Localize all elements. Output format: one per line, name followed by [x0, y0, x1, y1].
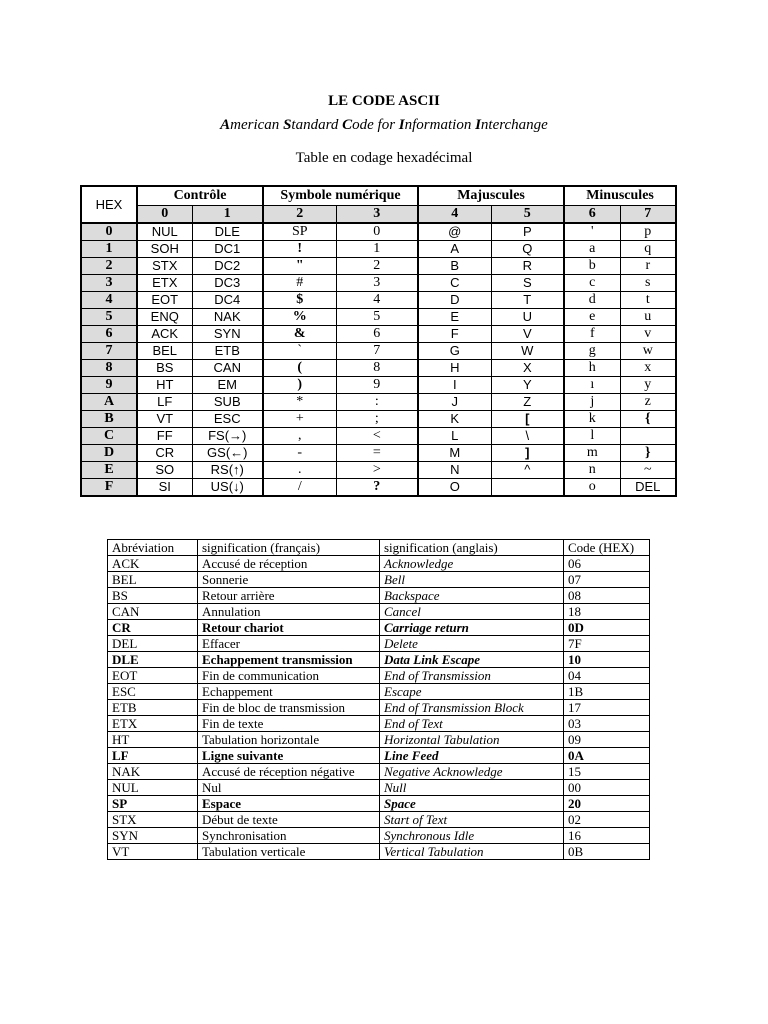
hex-code-cell: 0A: [564, 748, 650, 764]
ascii-table: [80, 185, 677, 497]
ascii-cell: r: [620, 258, 676, 275]
ascii-cell: [620, 428, 676, 445]
ascii-cell: !: [263, 241, 336, 258]
ascii-cell: C: [418, 275, 491, 292]
ascii-cell: -: [263, 445, 336, 462]
abbreviation-cell: VT: [108, 844, 198, 860]
table-caption: Table en codage hexadécimal: [295, 150, 473, 166]
column-number: 6: [564, 206, 620, 224]
subtitle-word-rest: nformation: [404, 117, 476, 133]
ascii-cell: L: [418, 428, 491, 445]
hex-code-cell: 10: [564, 652, 650, 668]
abbreviation-cell: SYN: [108, 828, 198, 844]
column-number-row: [81, 206, 676, 224]
ascii-row: [81, 275, 676, 292]
ascii-cell: =: [336, 445, 418, 462]
ascii-cell: DC4: [192, 292, 263, 309]
ascii-cell: %: [263, 309, 336, 326]
ascii-row: [81, 377, 676, 394]
ascii-cell: DC1: [192, 241, 263, 258]
ascii-cell: DEL: [620, 479, 676, 497]
ascii-cell: 2: [336, 258, 418, 275]
row-hex-digit: 4: [81, 292, 137, 309]
abbreviation-cell: CR: [108, 620, 198, 636]
ascii-cell: b: [564, 258, 620, 275]
ascii-row: [81, 343, 676, 360]
ascii-cell: SUB: [192, 394, 263, 411]
abbreviation-cell: BS: [108, 588, 198, 604]
abbreviation-cell: ETX: [108, 716, 198, 732]
ascii-cell: ETB: [192, 343, 263, 360]
row-hex-digit: 5: [81, 309, 137, 326]
header-meaning-french: signification (français): [198, 540, 380, 556]
abbreviation-row: [108, 828, 650, 844]
hex-code-cell: 02: [564, 812, 650, 828]
ascii-cell: l: [564, 428, 620, 445]
hex-code-cell: 18: [564, 604, 650, 620]
ascii-cell: @: [418, 223, 491, 241]
ascii-cell: q: [620, 241, 676, 258]
row-hex-digit: B: [81, 411, 137, 428]
ascii-cell: e: [564, 309, 620, 326]
ascii-cell: FF: [137, 428, 192, 445]
meaning-french-cell: Retour arrière: [198, 588, 380, 604]
ascii-cell: HT: [137, 377, 192, 394]
ascii-cell: ^: [491, 462, 564, 479]
meaning-english-cell: Vertical Tabulation: [380, 844, 564, 860]
ascii-cell: c: [564, 275, 620, 292]
ascii-cell: DLE: [192, 223, 263, 241]
ascii-cell: z: [620, 394, 676, 411]
meaning-french-cell: Ligne suivante: [198, 748, 380, 764]
abbreviation-row: [108, 796, 650, 812]
meaning-english-cell: Horizontal Tabulation: [380, 732, 564, 748]
ascii-cell: 6: [336, 326, 418, 343]
ascii-cell: Q: [491, 241, 564, 258]
ascii-cell: m: [564, 445, 620, 462]
abbreviation-row: [108, 604, 650, 620]
ascii-cell: &: [263, 326, 336, 343]
abbreviation-row: [108, 620, 650, 636]
abbreviation-cell: DLE: [108, 652, 198, 668]
row-hex-digit: 8: [81, 360, 137, 377]
hex-code-cell: 7F: [564, 636, 650, 652]
ascii-cell: ': [564, 223, 620, 241]
ascii-cell: k: [564, 411, 620, 428]
ascii-cell: (: [263, 360, 336, 377]
hex-code-cell: 00: [564, 780, 650, 796]
group-uppercase: Majuscules: [418, 186, 564, 206]
abbreviation-row: [108, 652, 650, 668]
ascii-cell: f: [564, 326, 620, 343]
row-hex-digit: 6: [81, 326, 137, 343]
hex-code-cell: 03: [564, 716, 650, 732]
ascii-row: [81, 479, 676, 497]
meaning-french-cell: Annulation: [198, 604, 380, 620]
header-meaning-english: signification (anglais): [380, 540, 564, 556]
column-number: 3: [336, 206, 418, 224]
row-hex-digit: F: [81, 479, 137, 497]
ascii-cell: NUL: [137, 223, 192, 241]
ascii-cell: 0: [336, 223, 418, 241]
ascii-cell: SOH: [137, 241, 192, 258]
subtitle-word-rest: tandard: [291, 117, 343, 133]
hex-code-cell: 17: [564, 700, 650, 716]
abbreviation-row: [108, 684, 650, 700]
ascii-cell: 9: [336, 377, 418, 394]
ascii-row: [81, 223, 676, 241]
ascii-cell: SP: [263, 223, 336, 241]
abbreviation-row: [108, 748, 650, 764]
ascii-cell: A: [418, 241, 491, 258]
ascii-row: [81, 292, 676, 309]
ascii-cell: BS: [137, 360, 192, 377]
ascii-cell: 7: [336, 343, 418, 360]
meaning-english-cell: Null: [380, 780, 564, 796]
meaning-english-cell: Data Link Escape: [380, 652, 564, 668]
ascii-cell: U: [491, 309, 564, 326]
ascii-cell: CAN: [192, 360, 263, 377]
ascii-cell: g: [564, 343, 620, 360]
meaning-english-cell: Start of Text: [380, 812, 564, 828]
ascii-cell: ACK: [137, 326, 192, 343]
meaning-english-cell: Carriage return: [380, 620, 564, 636]
hex-code-cell: 09: [564, 732, 650, 748]
meaning-french-cell: Retour chariot: [198, 620, 380, 636]
ascii-cell: x: [620, 360, 676, 377]
ascii-cell: ENQ: [137, 309, 192, 326]
subtitle-word-rest: nterchange: [480, 117, 548, 133]
meaning-english-cell: Space: [380, 796, 564, 812]
meaning-french-cell: Début de texte: [198, 812, 380, 828]
meaning-french-cell: Effacer: [198, 636, 380, 652]
hex-code-cell: 16: [564, 828, 650, 844]
meaning-english-cell: Line Feed: [380, 748, 564, 764]
ascii-cell: n: [564, 462, 620, 479]
ascii-cell: SYN: [192, 326, 263, 343]
ascii-cell: W: [491, 343, 564, 360]
meaning-french-cell: Synchronisation: [198, 828, 380, 844]
ascii-cell: .: [263, 462, 336, 479]
row-hex-digit: 3: [81, 275, 137, 292]
abbreviation-cell: EOT: [108, 668, 198, 684]
abbreviation-row: [108, 668, 650, 684]
ascii-cell: GS(←): [192, 445, 263, 462]
subtitle-initial: C: [342, 117, 353, 133]
ascii-cell: J: [418, 394, 491, 411]
ascii-cell: ~: [620, 462, 676, 479]
ascii-cell: ı: [564, 377, 620, 394]
abbreviation-row: [108, 716, 650, 732]
row-hex-digit: 7: [81, 343, 137, 360]
ascii-cell: d: [564, 292, 620, 309]
meaning-french-cell: Sonnerie: [198, 572, 380, 588]
row-hex-digit: 9: [81, 377, 137, 394]
ascii-cell: BEL: [137, 343, 192, 360]
ascii-cell: j: [564, 394, 620, 411]
ascii-cell: h: [564, 360, 620, 377]
ascii-cell: LF: [137, 394, 192, 411]
ascii-cell: ESC: [192, 411, 263, 428]
abbreviation-row: [108, 556, 650, 572]
abbreviation-cell: ACK: [108, 556, 198, 572]
ascii-cell: 4: [336, 292, 418, 309]
ascii-cell: v: [620, 326, 676, 343]
row-hex-digit: 0: [81, 223, 137, 241]
abbreviation-row: [108, 764, 650, 780]
ascii-cell: D: [418, 292, 491, 309]
meaning-english-cell: End of Transmission: [380, 668, 564, 684]
ascii-cell: {: [620, 411, 676, 428]
hex-code-cell: 08: [564, 588, 650, 604]
ascii-cell: [: [491, 411, 564, 428]
ascii-cell: y: [620, 377, 676, 394]
ascii-cell: [491, 479, 564, 497]
meaning-english-cell: Synchronous Idle: [380, 828, 564, 844]
column-number: 5: [491, 206, 564, 224]
ascii-row: [81, 445, 676, 462]
ascii-cell: SI: [137, 479, 192, 497]
hex-code-cell: 06: [564, 556, 650, 572]
ascii-row: [81, 258, 676, 275]
ascii-cell: EM: [192, 377, 263, 394]
ascii-cell: B: [418, 258, 491, 275]
ascii-cell: >: [336, 462, 418, 479]
abbreviation-row: [108, 780, 650, 796]
group-lowercase: Minuscules: [564, 186, 676, 206]
ascii-cell: :: [336, 394, 418, 411]
ascii-cell: ;: [336, 411, 418, 428]
ascii-cell: EOT: [137, 292, 192, 309]
meaning-french-cell: Tabulation verticale: [198, 844, 380, 860]
subtitle-initial: S: [283, 117, 292, 133]
ascii-cell: o: [564, 479, 620, 497]
ascii-cell: *: [263, 394, 336, 411]
abbreviation-cell: ETB: [108, 700, 198, 716]
abbreviation-cell: HT: [108, 732, 198, 748]
hex-code-cell: 1B: [564, 684, 650, 700]
ascii-cell: 8: [336, 360, 418, 377]
abbreviation-cell: DEL: [108, 636, 198, 652]
ascii-cell: US(↓): [192, 479, 263, 497]
ascii-cell: Z: [491, 394, 564, 411]
ascii-cell: #: [263, 275, 336, 292]
abbreviation-row: [108, 700, 650, 716]
ascii-cell: X: [491, 360, 564, 377]
ascii-cell: RS(↑): [192, 462, 263, 479]
ascii-cell: a: [564, 241, 620, 258]
abbreviation-cell: LF: [108, 748, 198, 764]
hex-code-cell: 04: [564, 668, 650, 684]
meaning-french-cell: Tabulation horizontale: [198, 732, 380, 748]
ascii-cell: ?: [336, 479, 418, 497]
ascii-row: [81, 360, 676, 377]
ascii-cell: /: [263, 479, 336, 497]
ascii-cell: \: [491, 428, 564, 445]
row-hex-digit: E: [81, 462, 137, 479]
hex-label: HEX: [81, 186, 137, 223]
subtitle-initial: I: [398, 117, 405, 133]
meaning-french-cell: Echappement transmission: [198, 652, 380, 668]
ascii-cell: VT: [137, 411, 192, 428]
abbreviation-table-body: [108, 556, 650, 860]
ascii-cell: I: [418, 377, 491, 394]
ascii-cell: t: [620, 292, 676, 309]
abbreviation-cell: STX: [108, 812, 198, 828]
ascii-cell: H: [418, 360, 491, 377]
meaning-english-cell: Negative Acknowledge: [380, 764, 564, 780]
ascii-cell: ": [263, 258, 336, 275]
ascii-row: [81, 241, 676, 258]
ascii-cell: M: [418, 445, 491, 462]
meaning-french-cell: Fin de communication: [198, 668, 380, 684]
ascii-cell: NAK: [192, 309, 263, 326]
ascii-cell: `: [263, 343, 336, 360]
abbreviation-header-row: [108, 540, 650, 556]
row-hex-digit: A: [81, 394, 137, 411]
ascii-cell: STX: [137, 258, 192, 275]
ascii-cell: Y: [491, 377, 564, 394]
hex-code-cell: 15: [564, 764, 650, 780]
group-header-row: [81, 186, 676, 206]
meaning-french-cell: Accusé de réception: [198, 556, 380, 572]
abbreviation-cell: CAN: [108, 604, 198, 620]
row-hex-digit: D: [81, 445, 137, 462]
abbreviation-row: [108, 732, 650, 748]
ascii-cell: ): [263, 377, 336, 394]
ascii-cell: u: [620, 309, 676, 326]
ascii-cell: <: [336, 428, 418, 445]
abbreviation-row: [108, 572, 650, 588]
ascii-table-body: [81, 223, 676, 496]
hex-code-cell: 20: [564, 796, 650, 812]
ascii-cell: 1: [336, 241, 418, 258]
abbreviation-cell: NAK: [108, 764, 198, 780]
row-hex-digit: 2: [81, 258, 137, 275]
ascii-cell: s: [620, 275, 676, 292]
ascii-row: [81, 411, 676, 428]
meaning-french-cell: Fin de texte: [198, 716, 380, 732]
page-subtitle: [0, 117, 768, 134]
ascii-cell: 5: [336, 309, 418, 326]
abbreviation-cell: NUL: [108, 780, 198, 796]
ascii-cell: p: [620, 223, 676, 241]
meaning-english-cell: Bell: [380, 572, 564, 588]
ascii-row: [81, 394, 676, 411]
meaning-english-cell: End of Transmission Block: [380, 700, 564, 716]
group-control: Contrôle: [137, 186, 263, 206]
abbreviation-row: [108, 588, 650, 604]
ascii-row: [81, 462, 676, 479]
subtitle-word-rest: ode for: [352, 117, 399, 133]
column-number: 0: [137, 206, 192, 224]
row-hex-digit: C: [81, 428, 137, 445]
ascii-cell: SO: [137, 462, 192, 479]
ascii-cell: $: [263, 292, 336, 309]
ascii-cell: ,: [263, 428, 336, 445]
column-number: 1: [192, 206, 263, 224]
ascii-cell: DC3: [192, 275, 263, 292]
page-title: LE CODE ASCII: [328, 93, 440, 109]
abbreviation-row: [108, 812, 650, 828]
header-hex-code: Code (HEX): [564, 540, 650, 556]
row-hex-digit: 1: [81, 241, 137, 258]
meaning-french-cell: Fin de bloc de transmission: [198, 700, 380, 716]
abbreviation-cell: SP: [108, 796, 198, 812]
abbreviation-row: [108, 844, 650, 860]
ascii-cell: FS(→): [192, 428, 263, 445]
ascii-cell: N: [418, 462, 491, 479]
meaning-english-cell: Acknowledge: [380, 556, 564, 572]
ascii-cell: T: [491, 292, 564, 309]
meaning-english-cell: Backspace: [380, 588, 564, 604]
abbreviation-row: [108, 636, 650, 652]
hex-code-cell: 07: [564, 572, 650, 588]
ascii-row: [81, 326, 676, 343]
meaning-french-cell: Nul: [198, 780, 380, 796]
abbreviation-table: [107, 539, 650, 860]
group-numeric-symbols: Symbole numérique: [263, 186, 418, 206]
column-number: 7: [620, 206, 676, 224]
column-number: 2: [263, 206, 336, 224]
meaning-english-cell: End of Text: [380, 716, 564, 732]
ascii-cell: V: [491, 326, 564, 343]
ascii-cell: 3: [336, 275, 418, 292]
ascii-cell: K: [418, 411, 491, 428]
hex-code-cell: 0D: [564, 620, 650, 636]
ascii-cell: R: [491, 258, 564, 275]
meaning-french-cell: Accusé de réception négative: [198, 764, 380, 780]
abbreviation-cell: ESC: [108, 684, 198, 700]
meaning-french-cell: Espace: [198, 796, 380, 812]
ascii-cell: E: [418, 309, 491, 326]
column-number: 4: [418, 206, 491, 224]
header-abbreviation: Abréviation: [108, 540, 198, 556]
meaning-english-cell: Delete: [380, 636, 564, 652]
ascii-row: [81, 309, 676, 326]
ascii-cell: CR: [137, 445, 192, 462]
ascii-row: [81, 428, 676, 445]
ascii-cell: }: [620, 445, 676, 462]
ascii-cell: F: [418, 326, 491, 343]
hex-code-cell: 0B: [564, 844, 650, 860]
meaning-english-cell: Escape: [380, 684, 564, 700]
meaning-english-cell: Cancel: [380, 604, 564, 620]
ascii-cell: +: [263, 411, 336, 428]
ascii-cell: S: [491, 275, 564, 292]
ascii-cell: G: [418, 343, 491, 360]
subtitle-word-rest: merican: [230, 117, 284, 133]
subtitle-initial: I: [475, 117, 481, 133]
ascii-cell: O: [418, 479, 491, 497]
ascii-cell: DC2: [192, 258, 263, 275]
ascii-cell: P: [491, 223, 564, 241]
ascii-cell: w: [620, 343, 676, 360]
abbreviation-cell: BEL: [108, 572, 198, 588]
meaning-french-cell: Echappement: [198, 684, 380, 700]
ascii-cell: ]: [491, 445, 564, 462]
subtitle-initial: A: [220, 117, 231, 133]
ascii-cell: ETX: [137, 275, 192, 292]
